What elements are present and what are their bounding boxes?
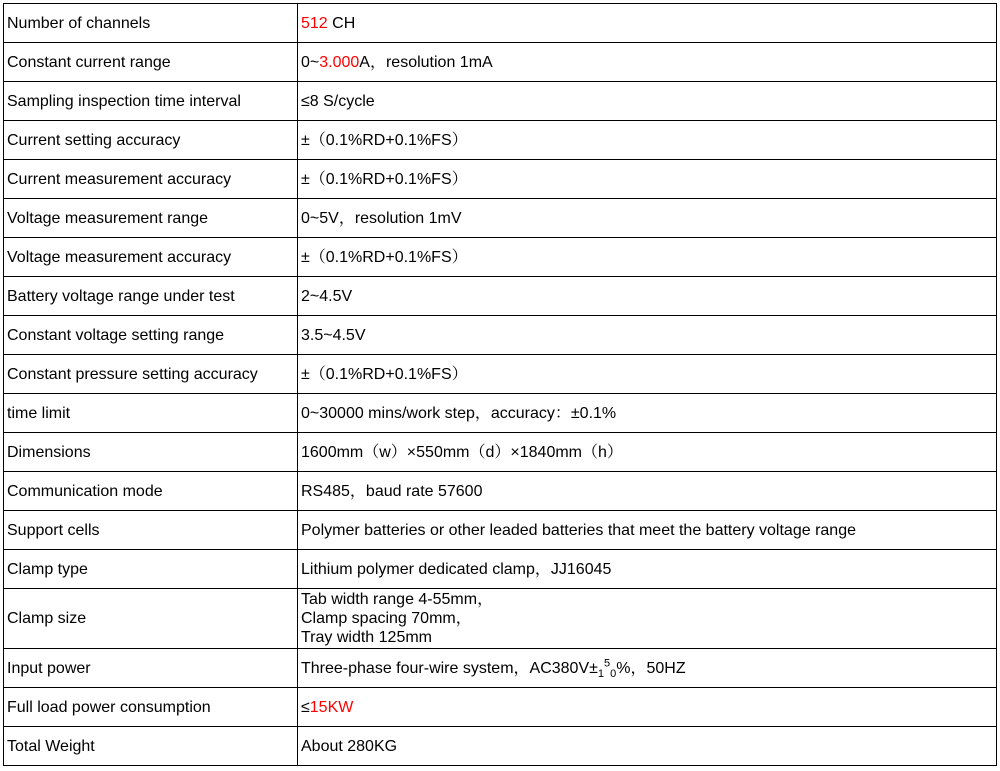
spec-value: Polymer batteries or other leaded batteries that meet the battery voltage range	[298, 511, 997, 550]
table-row	[4, 394, 997, 433]
spec-value: 0~5V，resolution 1mV	[298, 199, 997, 238]
spec-value: ≤8 S/cycle	[298, 82, 997, 121]
table-row	[4, 4, 997, 43]
highlight-value: 512	[301, 14, 328, 32]
table-row	[4, 688, 997, 727]
table-row	[4, 121, 997, 160]
spec-value: Three-phase four-wire system，$AC380V\pm_1^5_0\%$，50HZ	[298, 649, 997, 688]
spec-value: 512 CH	[298, 4, 997, 43]
spec-label: Voltage measurement accuracy	[4, 238, 298, 277]
table-row	[4, 160, 997, 199]
table-row	[4, 511, 997, 550]
spec-value-line: Clamp spacing 70mm，	[301, 610, 472, 627]
spec-value: ±（0.1%RD+0.1%FS）	[298, 355, 997, 394]
table-row	[4, 238, 997, 277]
spec-label: Support cells	[4, 511, 298, 550]
table-row	[4, 316, 997, 355]
highlight-value: 15KW	[309, 698, 354, 716]
spec-label: Dimensions	[4, 433, 298, 472]
table-row	[4, 589, 997, 649]
spec-label: Total Weight	[4, 727, 298, 766]
table-row	[4, 472, 997, 511]
spec-label: Sampling inspection time interval	[4, 82, 298, 121]
spec-value-line: Tab width range 4-55mm，	[301, 591, 494, 608]
spec-value: ±（0.1%RD+0.1%FS）	[298, 238, 997, 277]
spec-value: About 280KG	[298, 727, 997, 766]
table-row	[4, 433, 997, 472]
spec-label: time limit	[4, 394, 298, 433]
tolerance-lower: 0	[610, 667, 617, 680]
spec-label: Clamp type	[4, 550, 298, 589]
table-row	[4, 727, 997, 766]
spec-value: 2~4.5V	[298, 277, 997, 316]
table-row	[4, 649, 997, 688]
spec-value-line: Tray width 125mm	[301, 629, 432, 646]
table-row	[4, 355, 997, 394]
spec-label: Current setting accuracy	[4, 121, 298, 160]
spec-value	[298, 589, 997, 649]
spec-value: ±（0.1%RD+0.1%FS）	[298, 160, 997, 199]
spec-value: 1600mm（w）×550mm（d）×1840mm（h）	[298, 433, 997, 472]
spec-label: Battery voltage range under test	[4, 277, 298, 316]
table-row	[4, 43, 997, 82]
spec-label: Constant current range	[4, 43, 298, 82]
spec-value: Lithium polymer dedicated clamp，JJ16045	[298, 550, 997, 589]
spec-label: Constant pressure setting accuracy	[4, 355, 298, 394]
table-row	[4, 82, 997, 121]
spec-value: 3.5~4.5V	[298, 316, 997, 355]
spec-label: Input power	[4, 649, 298, 688]
spec-value: RS485，baud rate 57600	[298, 472, 997, 511]
spec-label: Constant voltage setting range	[4, 316, 298, 355]
spec-label: Number of channels	[4, 4, 298, 43]
spec-value: 0~30000 mins/work step，accuracy：±0.1%	[298, 394, 997, 433]
table-row	[4, 277, 997, 316]
tolerance-upper: 5	[604, 657, 611, 670]
spec-value: 0~3.000A，resolution 1mA	[298, 43, 997, 82]
highlight-value: 3.000	[319, 53, 360, 71]
spec-label: Voltage measurement range	[4, 199, 298, 238]
spec-label: Full load power consumption	[4, 688, 298, 727]
spec-value: ≤15KW	[298, 688, 997, 727]
tolerance-lower: 1	[597, 667, 605, 680]
spec-value: ±（0.1%RD+0.1%FS）	[298, 121, 997, 160]
table-row	[4, 199, 997, 238]
spec-label: Communication mode	[4, 472, 298, 511]
spec-label: Clamp size	[4, 589, 298, 649]
spec-label: Current measurement accuracy	[4, 160, 298, 199]
table-row	[4, 550, 997, 589]
specifications-table	[3, 3, 997, 766]
